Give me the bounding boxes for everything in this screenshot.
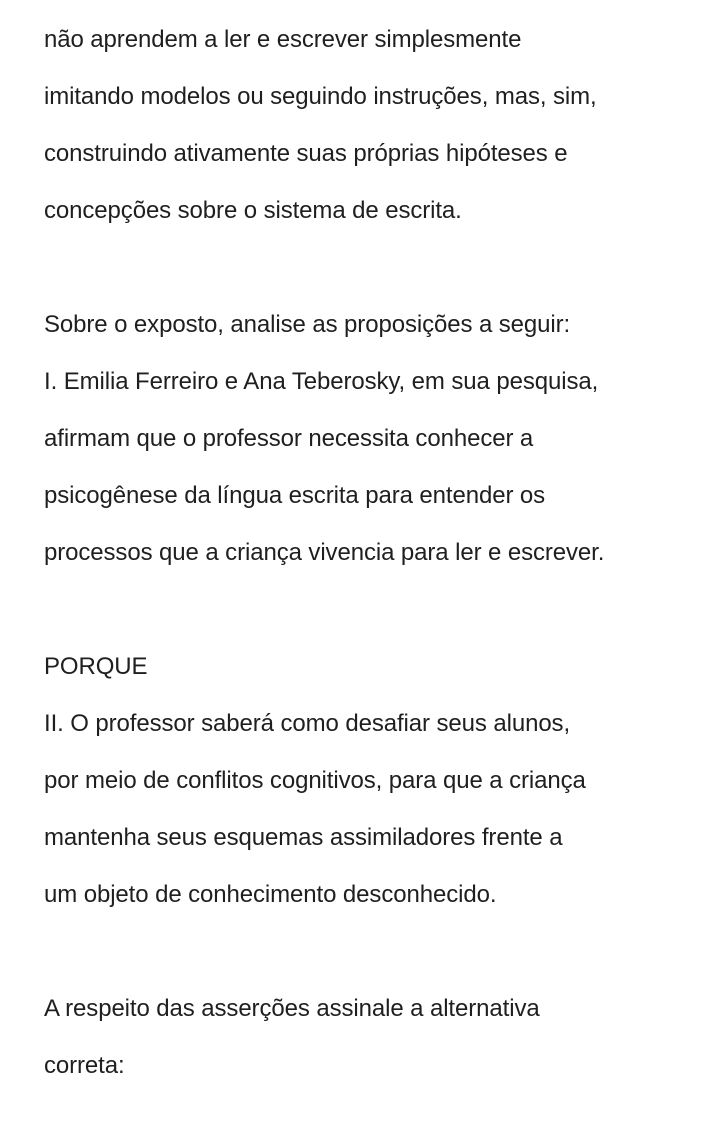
intro-paragraph [44,11,694,239]
text-line: concepções sobre o sistema de escrita. [44,197,462,224]
text-line: psicogênese da língua escrita para entender os [44,482,546,509]
text-line: A respeito das asserções assinale a alternativa [44,995,540,1022]
text-line: II. O professor saberá como desafiar seus alunos, [44,710,571,737]
text-line: não aprendem a ler e escrever simplesmente [44,26,522,53]
text-line: um objeto de conhecimento desconhecido. [44,881,497,908]
paragraph-gap [44,239,694,296]
document-body [44,11,694,1094]
connector-word: PORQUE [44,653,148,680]
text-line: afirmam que o professor necessita conhecer a [44,425,534,452]
text-line: imitando modelos ou seguindo instruções, mas, sim, [44,83,597,110]
text-line: por meio de conflitos cognitivos, para que a criança [44,767,586,794]
proposition-one [44,353,694,581]
proposition-two [44,695,694,923]
paragraph-gap [44,923,694,980]
question-paragraph [44,980,694,1094]
paragraph-gap [44,581,694,638]
text-line: processos que a criança vivencia para ler e escrever. [44,539,605,566]
text-line: correta: [44,1052,125,1079]
text-line: mantenha seus esquemas assimiladores frente a [44,824,563,851]
prompt-line: Sobre o exposto, analise as proposições a seguir: [44,311,571,338]
text-line: construindo ativamente suas próprias hipóteses e [44,140,568,167]
text-line: I. Emilia Ferreiro e Ana Teberosky, em sua pesquisa, [44,368,599,395]
